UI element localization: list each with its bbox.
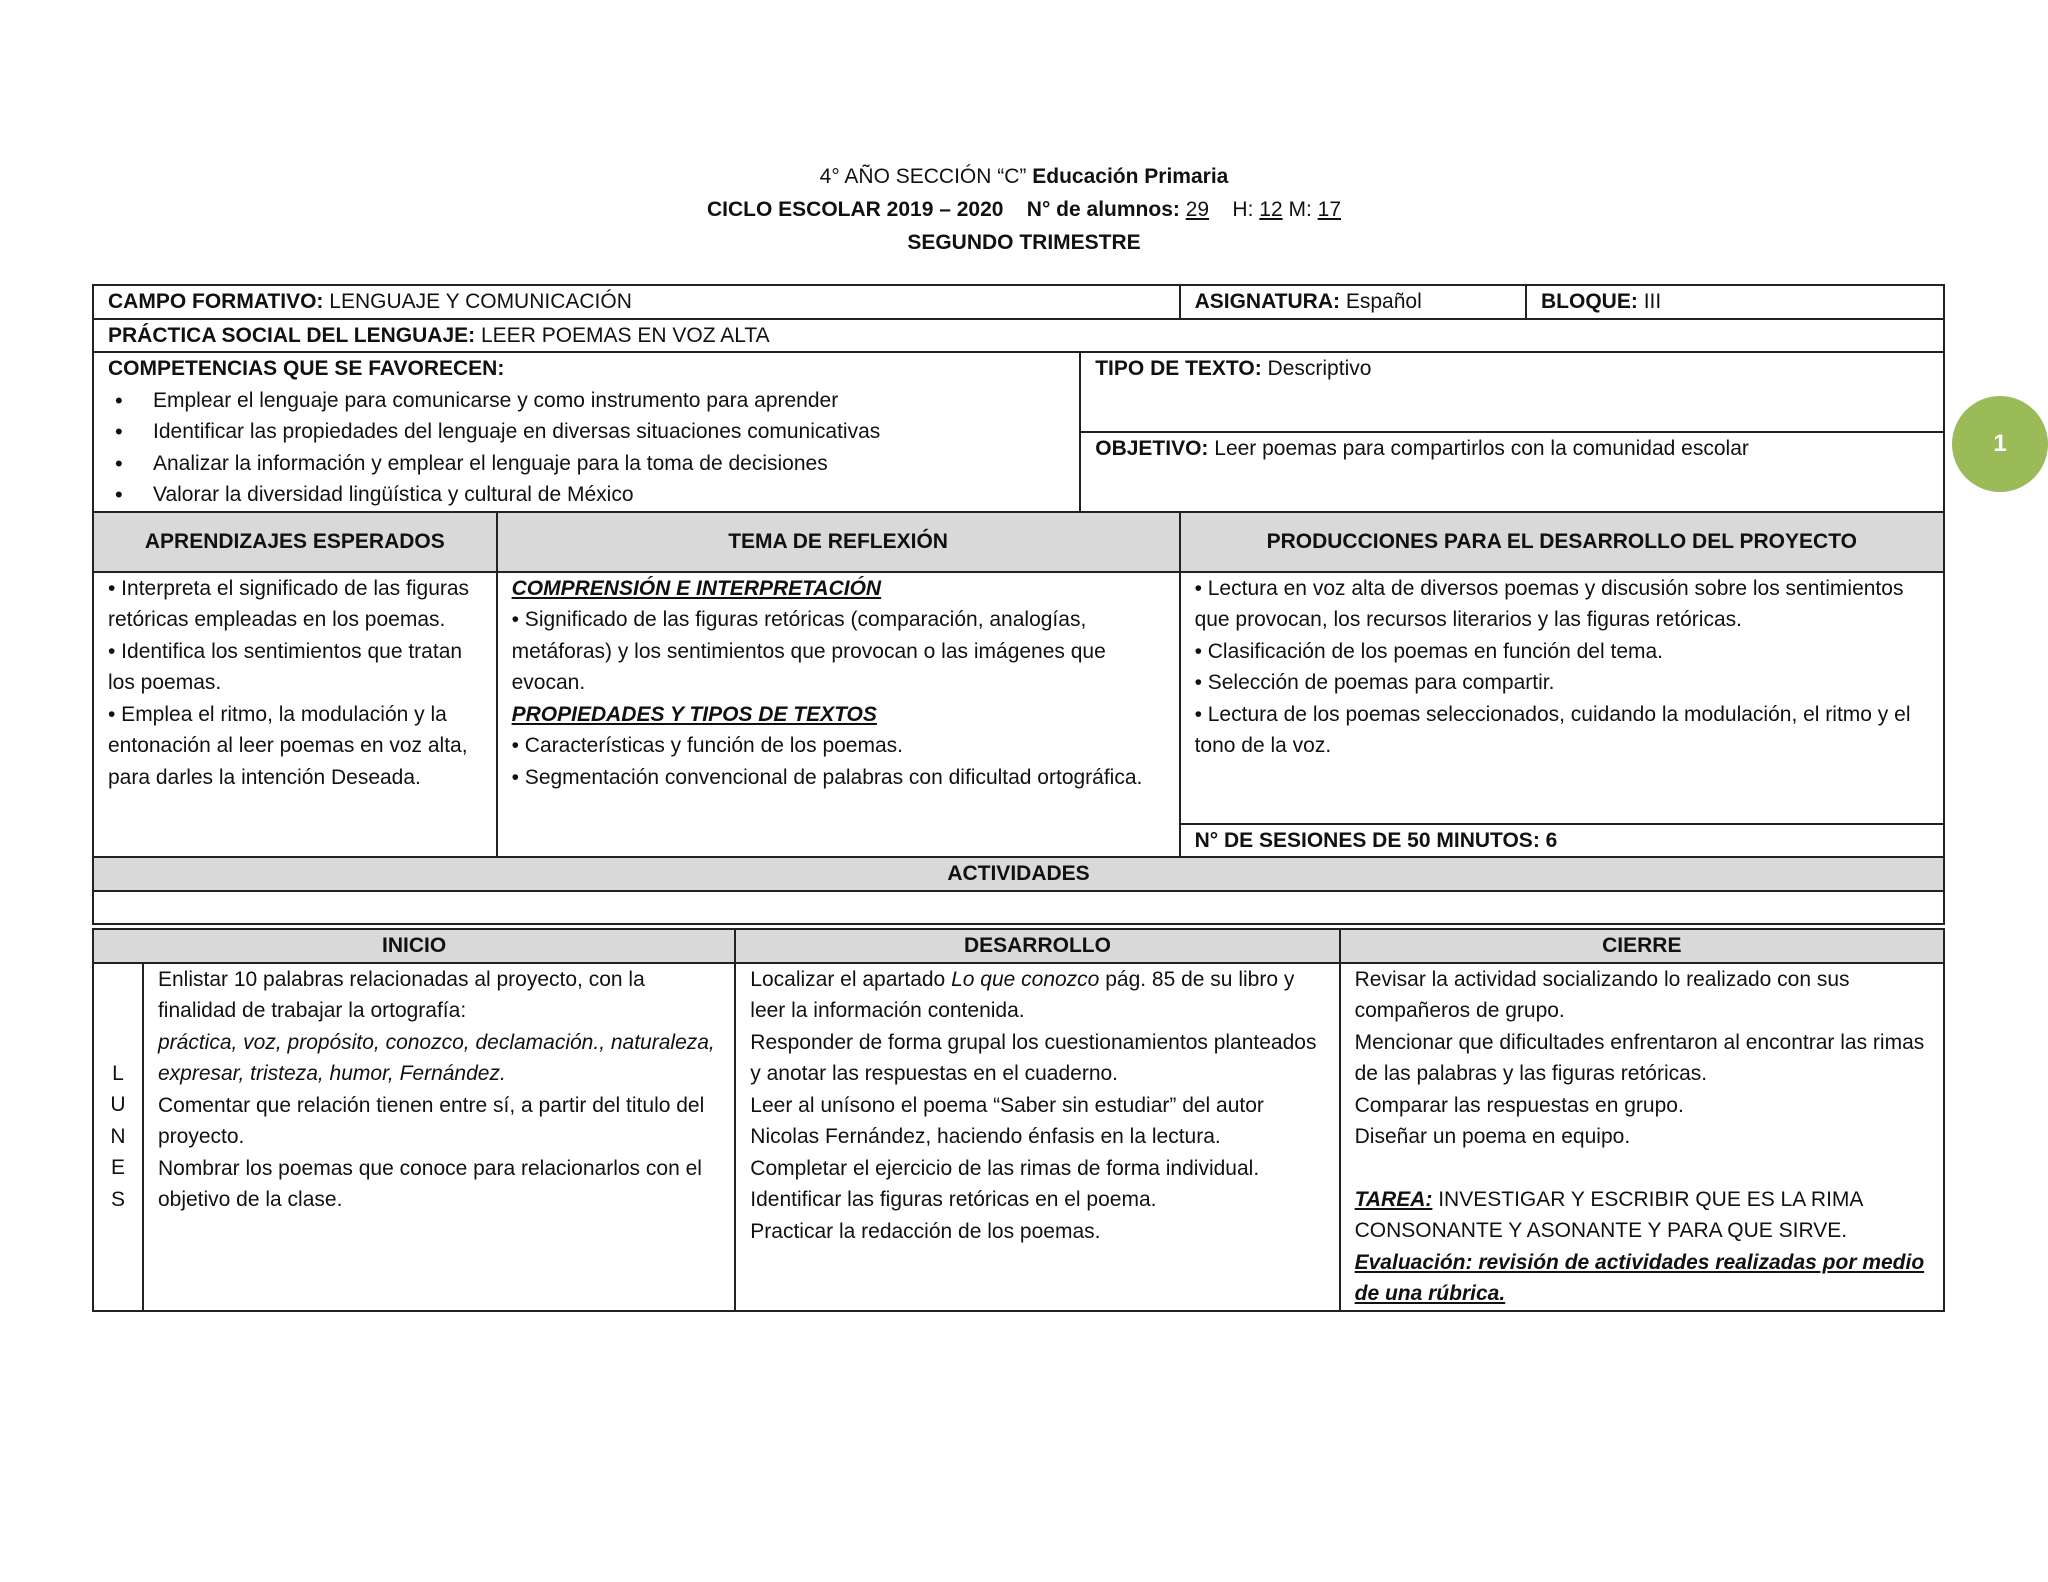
- inicio-item: Nombrar los poemas que conoce para relacionarlos con el objetivo de la clase.: [157, 1156, 702, 1211]
- actividades-title: ACTIVIDADES: [93, 857, 1944, 891]
- competencia-item: • Identificar las propiedades del lenguaje en diversas situaciones comunicativas: [153, 416, 1065, 448]
- aprendizaje-item: • Emplea el ritmo, la modulación y la entonación al leer poemas en voz alta, para darles la intención Deseada.: [108, 702, 468, 789]
- competencia-item: • Valorar la diversidad lingüística y cultural de México: [153, 479, 1065, 511]
- aprendizajes-cell: [93, 572, 497, 858]
- m-label: M:: [1288, 198, 1312, 221]
- cierre-item: Mencionar que dificultades enfrentaron al encontrar las rimas de las palabras y las figuras retóricas.: [1354, 1030, 1925, 1085]
- asignatura-cell: [1180, 285, 1526, 319]
- tipo-value: Descriptivo: [1267, 357, 1372, 380]
- tipo-texto-cell: [1080, 352, 1944, 432]
- objetivo-value: Leer poemas para compartirlos con la comunidad escolar: [1214, 436, 1749, 460]
- desarrollo-text: Localizar el apartado: [750, 967, 952, 991]
- tema-header: TEMA DE REFLEXIÓN: [497, 512, 1180, 572]
- asignatura-value: Español: [1345, 290, 1422, 313]
- tema-heading: COMPRENSIÓN E INTERPRETACIÓN: [511, 576, 882, 600]
- desarrollo-item: Leer al unísono el poema “Saber sin estudiar” del autor Nicolas Fernández, haciendo énfasis en la lectura.: [750, 1093, 1264, 1148]
- header-line-1: [0, 160, 2048, 193]
- competencia-item: • Analizar la información y emplear el lenguaje para la toma de decisiones: [153, 448, 1065, 480]
- campo-label: CAMPO FORMATIVO:: [108, 290, 324, 313]
- activities-table: [92, 928, 1945, 1312]
- header-line-2: [0, 193, 2048, 226]
- desarrollo-italic: Lo que conozco: [951, 967, 1100, 991]
- objetivo-label: OBJETIVO:: [1095, 436, 1209, 460]
- cierre-item: Diseñar un poema en equipo.: [1354, 1125, 1631, 1148]
- bloque-value: III: [1643, 290, 1662, 313]
- planning-table: [92, 284, 1945, 925]
- cierre-item: Comparar las respuestas en grupo.: [1354, 1093, 1684, 1117]
- day-letter: E: [110, 1156, 125, 1180]
- cierre-cell: [1340, 963, 1944, 1311]
- empty-row: [93, 891, 1944, 924]
- inicio-item: Comentar que relación tienen entre sí, a partir del titulo del proyecto.: [157, 1093, 705, 1148]
- tema-item: • Segmentación convencional de palabras con dificultad ortográfica.: [511, 765, 1143, 789]
- inicio-item: Enlistar 10 palabras relacionadas al proyecto, con la finalidad de trabajar la ortografía:: [157, 967, 645, 1022]
- producciones-header: PRODUCCIONES PARA EL DESARROLLO DEL PROYECTO: [1180, 512, 1944, 572]
- day-letter: S: [110, 1187, 125, 1211]
- tema-cell: [497, 572, 1180, 858]
- desarrollo-cell: [735, 963, 1339, 1311]
- page-number-badge: 1: [1952, 396, 2048, 492]
- tarea: [1355, 1184, 1929, 1247]
- tema-item: • Significado de las figuras retóricas (comparación, analogías, metáforas) y los sentimientos que provocan o las imágenes que evocan.: [511, 608, 1106, 694]
- m-count: 17: [1317, 198, 1341, 221]
- day-letter: N: [110, 1124, 126, 1148]
- day-label-lunes: [93, 963, 143, 1311]
- day-letter: L: [112, 1061, 124, 1085]
- trimester: SEGUNDO TRIMESTRE: [907, 231, 1141, 254]
- produccion-item: • Lectura de los poemas seleccionados, cuidando la modulación, el ritmo y el tono de la voz.: [1194, 702, 1911, 757]
- desarrollo-item: Identificar las figuras retóricas en el poema.: [750, 1188, 1157, 1211]
- school-cycle: CICLO ESCOLAR 2019 – 2020: [706, 198, 1004, 221]
- practica-cell: [93, 319, 1944, 353]
- inicio-cell: [143, 963, 735, 1311]
- bloque-label: BLOQUE:: [1541, 290, 1638, 313]
- practica-value: LEER POEMAS EN VOZ ALTA: [481, 323, 770, 347]
- desarrollo-text: pág. 85 de su libro y leer la información contenida.: [750, 967, 1295, 1022]
- cierre-item: Revisar la actividad socializando lo realizado con sus compañeros de grupo.: [1354, 967, 1850, 1022]
- competencias-cell: [93, 352, 1080, 512]
- campo-value: LENGUAJE Y COMUNICACIÓN: [329, 290, 632, 313]
- campo-cell: [93, 285, 1180, 319]
- desarrollo-item: Responder de forma grupal los cuestionamientos planteados y anotar las respuestas en el cuaderno.: [750, 1030, 1317, 1085]
- h-count: 12: [1259, 198, 1283, 221]
- tema-item: • Características y función de los poemas.: [511, 734, 903, 757]
- aprendizaje-item: • Identifica los sentimientos que tratan los poemas.: [108, 639, 463, 694]
- produccion-item: • Selección de poemas para compartir.: [1194, 671, 1555, 694]
- document-header: [0, 160, 2048, 259]
- inicio-words: práctica, voz, propósito, conozco, declamación., naturaleza, expresar, tristeza, humor, Fernández.: [157, 1030, 715, 1085]
- produccion-item: • Lectura en voz alta de diversos poemas y discusión sobre los sentimientos que provocan, los recursos literarios y las figuras retóricas.: [1194, 576, 1904, 631]
- sesiones-cell: N° DE SESIONES DE 50 MINUTOS: 6: [1180, 824, 1944, 858]
- evaluacion: Evaluación: revisión de actividades realizadas por medio de una rúbrica.: [1354, 1250, 1925, 1305]
- tema-heading: PROPIEDADES Y TIPOS DE TEXTOS: [511, 702, 877, 726]
- h-label: H:: [1232, 198, 1254, 221]
- inicio-header: INICIO: [93, 929, 735, 963]
- grade-section: 4° AÑO SECCIÓN “C”: [819, 165, 1027, 188]
- practica-label: PRÁCTICA SOCIAL DEL LENGUAJE:: [108, 323, 476, 347]
- objetivo-cell: [1080, 432, 1944, 512]
- tarea-text: INVESTIGAR Y ESCRIBIR QUE ES LA RIMA CONSONANTE Y ASONANTE Y PARA QUE SIRVE.: [1354, 1187, 1863, 1242]
- aprendizaje-item: • Interpreta el significado de las figuras retóricas empleadas en los poemas.: [108, 576, 470, 631]
- cierre-header: CIERRE: [1340, 929, 1944, 963]
- students-label: N° de alumnos:: [1026, 198, 1180, 221]
- desarrollo-item: Practicar la redacción de los poemas.: [750, 1219, 1101, 1243]
- desarrollo-item: [750, 964, 1324, 1027]
- spacer: [1355, 1153, 1929, 1184]
- students-count: 29: [1185, 198, 1210, 221]
- competencias-label: COMPETENCIAS QUE SE FAVORECEN:: [108, 357, 505, 380]
- competencias-list: [108, 385, 1065, 511]
- desarrollo-item: Completar el ejercicio de las rimas de forma individual.: [750, 1156, 1260, 1180]
- bloque-cell: [1526, 285, 1944, 319]
- produccion-item: • Clasificación de los poemas en función del tema.: [1194, 639, 1664, 663]
- tarea-label: TAREA:: [1354, 1187, 1433, 1211]
- tipo-label: TIPO DE TEXTO:: [1095, 357, 1262, 380]
- aprendizajes-header: APRENDIZAJES ESPERADOS: [93, 512, 497, 572]
- education-level: Educación Primaria: [1032, 165, 1229, 188]
- competencia-item: • Emplear el lenguaje para comunicarse y como instrumento para aprender: [153, 385, 1065, 417]
- desarrollo-header: DESARROLLO: [735, 929, 1339, 963]
- day-letter: U: [110, 1093, 126, 1117]
- producciones-cell: [1180, 572, 1944, 824]
- asignatura-label: ASIGNATURA:: [1194, 290, 1340, 313]
